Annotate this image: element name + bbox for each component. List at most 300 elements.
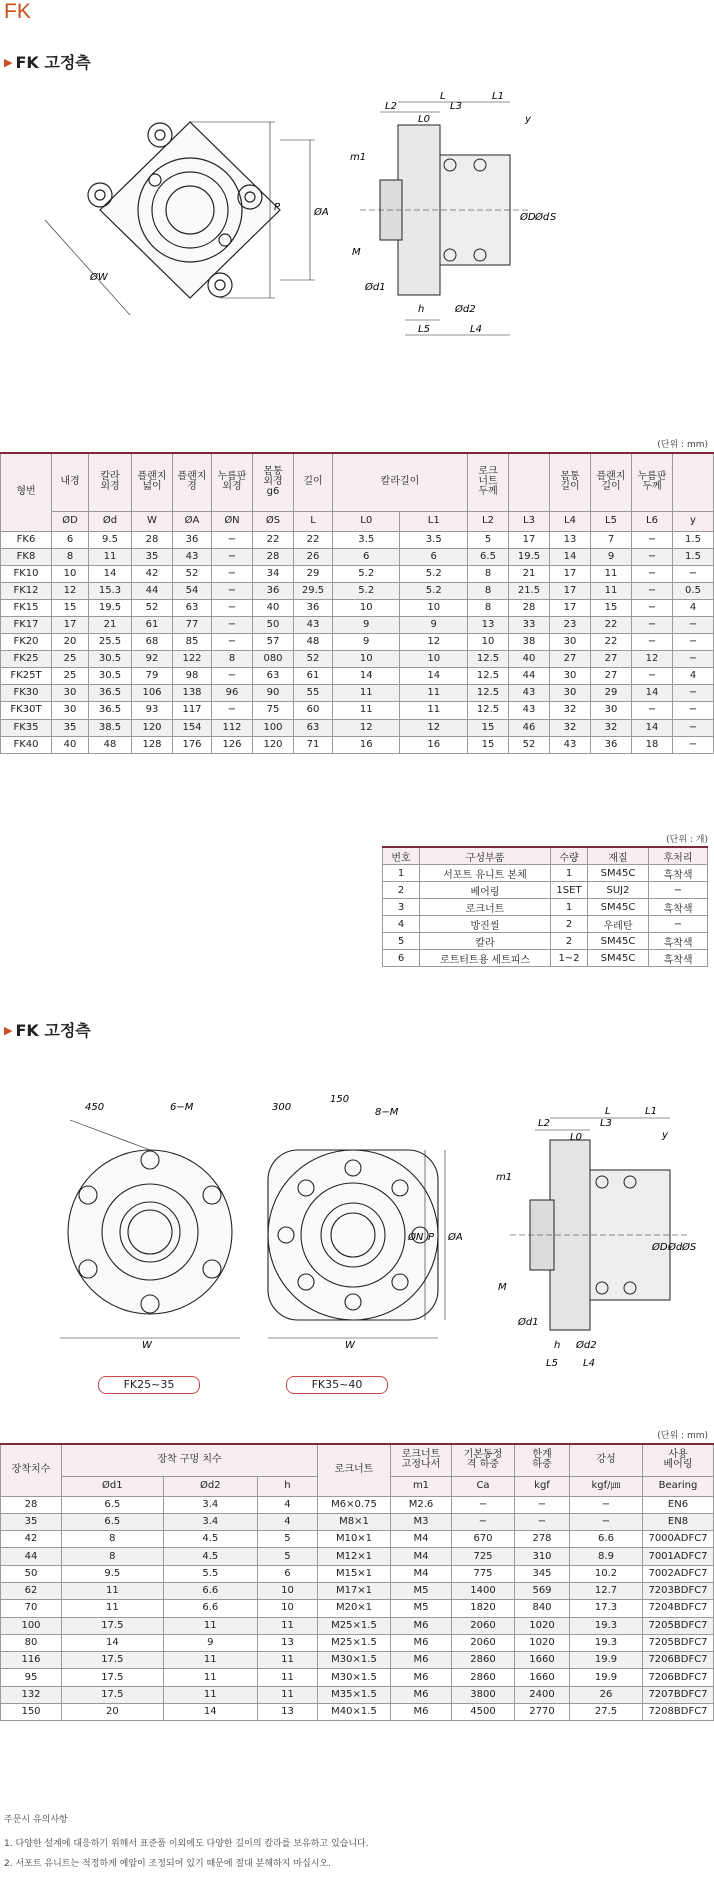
table-cell: −	[632, 582, 673, 599]
th: kgf	[515, 1476, 570, 1496]
table-cell: −	[673, 702, 714, 719]
spec-table-1-body	[1, 531, 714, 753]
table-cell: 17	[509, 531, 550, 548]
table-cell: 52	[294, 651, 333, 668]
dim-label: 6−M	[170, 1102, 194, 1113]
table-cell: 2860	[452, 1669, 515, 1686]
table-cell: 9	[163, 1634, 257, 1651]
th: 번호	[383, 847, 420, 865]
th: 길이	[294, 453, 333, 511]
table-cell: 43	[509, 702, 550, 719]
dim-label: 450	[85, 1102, 105, 1113]
table-cell: −	[212, 548, 253, 565]
table-cell: 7207BDFC7	[643, 1686, 714, 1703]
dim-label: L5	[546, 1358, 558, 1369]
table-cell: 흑착색	[649, 933, 708, 950]
th	[509, 453, 550, 511]
th: Bearing	[643, 1476, 714, 1496]
table-cell: 25	[52, 651, 89, 668]
section-title	[4, 50, 91, 73]
dim-label: y	[662, 1130, 668, 1141]
table-cell: 2860	[452, 1652, 515, 1669]
th: W	[132, 511, 173, 531]
table-cell: 2770	[515, 1704, 570, 1721]
table-cell: 90	[253, 685, 294, 702]
side-section-view	[510, 1118, 690, 1330]
table-cell: 96	[212, 685, 253, 702]
table-cell: 7205BDFC7	[643, 1634, 714, 1651]
table-cell: 26	[294, 548, 333, 565]
table-cell: 11	[163, 1617, 257, 1634]
table-cell: M40×1.5	[318, 1704, 391, 1721]
table-row	[1, 582, 714, 599]
table-cell: 5	[468, 531, 509, 548]
table-cell: 23	[550, 616, 591, 633]
th: 구성부품	[420, 847, 551, 865]
table-row	[1, 1565, 714, 1582]
notes-title: 주문시 유의사항	[4, 1815, 68, 1825]
table-cell: 12.7	[570, 1582, 643, 1599]
table-cell: 13	[257, 1634, 317, 1651]
table-cell: 6.5	[62, 1513, 164, 1530]
table-cell: 122	[173, 651, 212, 668]
table-cell: −	[673, 685, 714, 702]
table-cell: 8	[212, 651, 253, 668]
table-cell: 4	[257, 1496, 317, 1513]
table-cell: 12.5	[468, 685, 509, 702]
table-cell: 310	[515, 1548, 570, 1565]
table-cell: 120	[132, 719, 173, 736]
table-cell: 흑착색	[649, 950, 708, 967]
table-cell: 44	[1, 1548, 62, 1565]
table-row	[383, 950, 708, 967]
table-cell: −	[212, 702, 253, 719]
table-cell: 25	[52, 668, 89, 685]
table-cell: −	[673, 616, 714, 633]
dim-label: L1	[492, 91, 504, 102]
table-cell: 20	[62, 1704, 164, 1721]
table-cell: 10	[257, 1600, 317, 1617]
th: 플랜지 넓이	[132, 453, 173, 511]
table-cell: 48	[89, 736, 132, 753]
table-cell: 17	[550, 599, 591, 616]
table-cell: 32	[550, 702, 591, 719]
table-cell: 17.5	[62, 1686, 164, 1703]
table-cell: 120	[253, 736, 294, 753]
table-row	[1, 719, 714, 736]
triangle-bullet-icon: ▶	[4, 56, 13, 69]
table-cell: 1	[383, 865, 420, 882]
table-cell: 28	[1, 1496, 62, 1513]
th: 한계 하중	[515, 1444, 570, 1476]
table-cell: 3.4	[163, 1496, 257, 1513]
table-cell: 15	[468, 719, 509, 736]
table-cell: 43	[509, 685, 550, 702]
table-cell: FK17	[1, 616, 52, 633]
table-cell: M6	[391, 1617, 452, 1634]
table-cell: 11	[163, 1686, 257, 1703]
table-cell: 28	[253, 548, 294, 565]
table-cell: 2060	[452, 1617, 515, 1634]
th: ØA	[173, 511, 212, 531]
table-row	[1, 1686, 714, 1703]
table-row	[1, 634, 714, 651]
table-cell: 21	[509, 565, 550, 582]
dim-label: ØN	[408, 1232, 424, 1243]
table-cell: 4500	[452, 1704, 515, 1721]
table-cell: 725	[452, 1548, 515, 1565]
table-cell: 61	[132, 616, 173, 633]
table-cell: 116	[1, 1652, 62, 1669]
table-cell: 로트터트용 세트피스	[420, 950, 551, 967]
table-cell: FK10	[1, 565, 52, 582]
table-cell: 57	[253, 634, 294, 651]
th: 로크 너트 두께	[468, 453, 509, 511]
table-cell: 22	[591, 634, 632, 651]
dim-label: ØW	[90, 272, 108, 283]
table-cell: 75	[253, 702, 294, 719]
table-cell: 7206BDFC7	[643, 1669, 714, 1686]
table-cell: 150	[1, 1704, 62, 1721]
table-cell: 5.2	[333, 582, 400, 599]
table-row	[1, 702, 714, 719]
table-cell: EN8	[643, 1513, 714, 1530]
table-cell: 15	[52, 599, 89, 616]
table-cell: 9	[333, 616, 400, 633]
table-cell: M10×1	[318, 1531, 391, 1548]
th: L6	[632, 511, 673, 531]
table-cell: 로크너트	[420, 899, 551, 916]
th: 플랜지 길이	[591, 453, 632, 511]
table-cell: M6	[391, 1704, 452, 1721]
table-cell: 100	[253, 719, 294, 736]
table-row	[383, 865, 708, 882]
table-row	[1, 1513, 714, 1530]
table-cell: 27	[591, 651, 632, 668]
table-cell: FK30	[1, 685, 52, 702]
dim-label: ØD	[652, 1242, 668, 1253]
table-cell: 4	[257, 1513, 317, 1530]
table-cell: 26	[570, 1686, 643, 1703]
table-cell: 36	[591, 736, 632, 753]
table-cell: M12×1	[318, 1548, 391, 1565]
table-cell: 14	[632, 685, 673, 702]
table-cell: M2.6	[391, 1496, 452, 1513]
table-cell: 9.5	[89, 531, 132, 548]
table-cell: 7205BDFC7	[643, 1617, 714, 1634]
table-cell: −	[212, 582, 253, 599]
triangle-bullet-icon: ▶	[4, 1024, 13, 1037]
table-cell: 6.6	[163, 1582, 257, 1599]
table-cell: 840	[515, 1600, 570, 1617]
th: L2	[468, 511, 509, 531]
table-cell: 10	[333, 651, 400, 668]
table-cell: 10	[52, 565, 89, 582]
table-cell: 52	[509, 736, 550, 753]
flange-side-view	[360, 102, 530, 335]
table-cell: 12	[632, 651, 673, 668]
table-cell: 16	[400, 736, 468, 753]
table-cell: −	[212, 668, 253, 685]
table-cell: 12.5	[468, 702, 509, 719]
table-cell: 흑착색	[649, 899, 708, 916]
table-cell: 30	[550, 634, 591, 651]
th: 사용 베어링	[643, 1444, 714, 1476]
dim-label: L	[440, 91, 446, 102]
table-cell: 9.5	[62, 1565, 164, 1582]
table-cell: −	[649, 882, 708, 899]
table-cell: SM45C	[588, 933, 649, 950]
table-cell: 18	[632, 736, 673, 753]
table-cell: M4	[391, 1531, 452, 1548]
table-cell: 1	[551, 899, 588, 916]
table-row	[1, 736, 714, 753]
table-row	[1, 1496, 714, 1513]
table-cell: 11	[400, 702, 468, 719]
th: kgf/㎛	[570, 1476, 643, 1496]
th: 로크너트	[318, 1444, 391, 1496]
table-cell: M3	[391, 1513, 452, 1530]
table-row	[1, 1531, 714, 1548]
th: 수량	[551, 847, 588, 865]
table-cell: 1660	[515, 1669, 570, 1686]
table-cell: 10.2	[570, 1565, 643, 1582]
table-cell: 17.3	[570, 1600, 643, 1617]
table-cell: 35	[52, 719, 89, 736]
table-cell: 080	[253, 651, 294, 668]
table-cell: 30	[550, 685, 591, 702]
table-cell: FK25	[1, 651, 52, 668]
table-cell: M30×1.5	[318, 1652, 391, 1669]
table-cell: SM45C	[588, 950, 649, 967]
table-cell: 48	[294, 634, 333, 651]
table-cell: 10	[400, 599, 468, 616]
table-cell: 7208BDFC7	[643, 1704, 714, 1721]
table-cell: 5	[257, 1548, 317, 1565]
table-cell: 11	[257, 1669, 317, 1686]
table-row	[383, 882, 708, 899]
dim-label: ØD	[520, 212, 536, 223]
table-cell: M25×1.5	[318, 1617, 391, 1634]
table-cell: 우레탄	[588, 916, 649, 933]
round-flange-view-left	[60, 1120, 240, 1338]
table-cell: 8	[52, 548, 89, 565]
table-cell: 14	[89, 565, 132, 582]
th: 몸통 길이	[550, 453, 591, 511]
table-cell: 9	[333, 634, 400, 651]
table-cell: 50	[253, 616, 294, 633]
table-cell: −	[570, 1496, 643, 1513]
table-cell: 62	[1, 1582, 62, 1599]
table-cell: 11	[62, 1582, 164, 1599]
table-cell: 17	[52, 616, 89, 633]
table-cell: 7203BDFC7	[643, 1582, 714, 1599]
table-cell: 3.5	[333, 531, 400, 548]
table-row	[1, 565, 714, 582]
th: L0	[333, 511, 400, 531]
dim-label: Ød2	[455, 304, 476, 315]
page-title: FK	[4, 0, 31, 23]
table-cell: 12	[333, 719, 400, 736]
table-cell: 93	[132, 702, 173, 719]
table-cell: M6	[391, 1652, 452, 1669]
table-cell: 6	[257, 1565, 317, 1582]
dim-label: L0	[570, 1132, 582, 1143]
table-cell: M6×0.75	[318, 1496, 391, 1513]
th: 장착 구멍 치수	[62, 1444, 318, 1476]
table-cell: M17×1	[318, 1582, 391, 1599]
table-cell: −	[212, 634, 253, 651]
unit-label: (단위 : mm)	[657, 440, 708, 450]
table-cell: 27	[550, 651, 591, 668]
table-cell: 77	[173, 616, 212, 633]
table-row	[1, 1704, 714, 1721]
table-cell: 98	[173, 668, 212, 685]
dim-label: L	[605, 1106, 611, 1117]
table-cell: 13	[257, 1704, 317, 1721]
table-cell: 28	[132, 531, 173, 548]
table-cell: 70	[1, 1600, 62, 1617]
table-cell: 38	[509, 634, 550, 651]
table-cell: 20	[52, 634, 89, 651]
dim-label: y	[525, 114, 531, 125]
table-cell: 32	[591, 719, 632, 736]
table-cell: 2060	[452, 1634, 515, 1651]
table-cell: FK12	[1, 582, 52, 599]
table-cell: 95	[1, 1669, 62, 1686]
table-cell: 43	[294, 616, 333, 633]
table-cell: 4	[673, 599, 714, 616]
table-cell: M6	[391, 1634, 452, 1651]
table-cell: −	[673, 736, 714, 753]
table-cell: 38.5	[89, 719, 132, 736]
table-cell: 11	[62, 1600, 164, 1617]
table-cell: FK15	[1, 599, 52, 616]
table-cell: 칼라	[420, 933, 551, 950]
th: 몸통 외경 g6	[253, 453, 294, 511]
table-cell: 36.5	[89, 685, 132, 702]
dim-label: W	[142, 1340, 152, 1351]
table-cell: 1020	[515, 1634, 570, 1651]
table-cell: 42	[132, 565, 173, 582]
table-cell: 14	[333, 668, 400, 685]
table-cell: 2400	[515, 1686, 570, 1703]
th: Ød1	[62, 1476, 164, 1496]
table-cell: 17	[550, 582, 591, 599]
table-cell: M4	[391, 1548, 452, 1565]
table-cell: 19.3	[570, 1634, 643, 1651]
th: 장착치수	[1, 1444, 62, 1496]
table-cell: 2	[383, 882, 420, 899]
table-cell: 10	[333, 599, 400, 616]
table-cell: 1660	[515, 1652, 570, 1669]
table-cell: 흑착색	[649, 865, 708, 882]
table-cell: 1400	[452, 1582, 515, 1599]
table-cell: −	[212, 616, 253, 633]
section-title	[4, 1018, 91, 1041]
table-cell: 19.9	[570, 1652, 643, 1669]
table-row	[1, 651, 714, 668]
dim-label: ØA	[448, 1232, 463, 1243]
table-cell: M15×1	[318, 1565, 391, 1582]
table-cell: 775	[452, 1565, 515, 1582]
table-cell: 63	[253, 668, 294, 685]
table-cell: 7206BDFC7	[643, 1652, 714, 1669]
table-cell: 40	[52, 736, 89, 753]
th: 재질	[588, 847, 649, 865]
table-cell: 132	[1, 1686, 62, 1703]
table-cell: −	[632, 599, 673, 616]
th: 칼라 외경	[89, 453, 132, 511]
table-cell: 27	[591, 668, 632, 685]
table-row	[1, 616, 714, 633]
dim-label: 8−M	[375, 1107, 399, 1118]
note-item: 1. 다양한 설계에 대응하기 위해서 표준품 이외에도 다양한 길이의 칼라를 보유하고 있습니다.	[4, 1839, 369, 1849]
table-cell: 60	[294, 702, 333, 719]
table-cell: 3.5	[400, 531, 468, 548]
dim-label: L2	[538, 1118, 550, 1129]
dim-label: L3	[600, 1118, 612, 1129]
table-cell: 9	[591, 548, 632, 565]
table-cell: 11	[89, 548, 132, 565]
table-cell: FK40	[1, 736, 52, 753]
table-cell: 7	[591, 531, 632, 548]
spec-table-2	[0, 1443, 714, 1721]
table-cell: 6	[400, 548, 468, 565]
table-cell: −	[632, 668, 673, 685]
table-cell: 85	[173, 634, 212, 651]
table-cell: 44	[132, 582, 173, 599]
table-cell: 19.5	[509, 548, 550, 565]
dim-label: L3	[450, 101, 462, 112]
fk-diagram-2	[30, 1080, 697, 1390]
table-cell: −	[632, 616, 673, 633]
th: L5	[591, 511, 632, 531]
table-cell: 126	[212, 736, 253, 753]
table-cell: 42	[1, 1531, 62, 1548]
table-cell: 29	[591, 685, 632, 702]
table-row	[1, 1600, 714, 1617]
table-cell: 138	[173, 685, 212, 702]
table-cell: 21.5	[509, 582, 550, 599]
table-cell: 5.2	[333, 565, 400, 582]
table-cell: 43	[550, 736, 591, 753]
table-cell: 19.5	[89, 599, 132, 616]
table-cell: 5.2	[400, 582, 468, 599]
th: 누름판 두께	[632, 453, 673, 511]
table-cell: 10	[257, 1582, 317, 1599]
table-cell: 7000ADFC7	[643, 1531, 714, 1548]
table-row	[1, 668, 714, 685]
caption-fk25-35: FK25~35	[98, 1376, 200, 1394]
table-cell: 22	[591, 616, 632, 633]
table-cell: 71	[294, 736, 333, 753]
table-cell: 22	[253, 531, 294, 548]
table-cell: −	[452, 1496, 515, 1513]
th: Ca	[452, 1476, 515, 1496]
th: 내경	[52, 453, 89, 511]
table-cell: FK6	[1, 531, 52, 548]
table-cell: 154	[173, 719, 212, 736]
table-cell: 79	[132, 668, 173, 685]
section-title-text: FK 고정측	[15, 53, 91, 72]
table-cell: 4.5	[163, 1548, 257, 1565]
dim-label: M	[498, 1282, 507, 1293]
th: 강성	[570, 1444, 643, 1476]
table-cell: −	[212, 565, 253, 582]
dim-label: L5	[418, 324, 430, 335]
table-cell: −	[515, 1496, 570, 1513]
